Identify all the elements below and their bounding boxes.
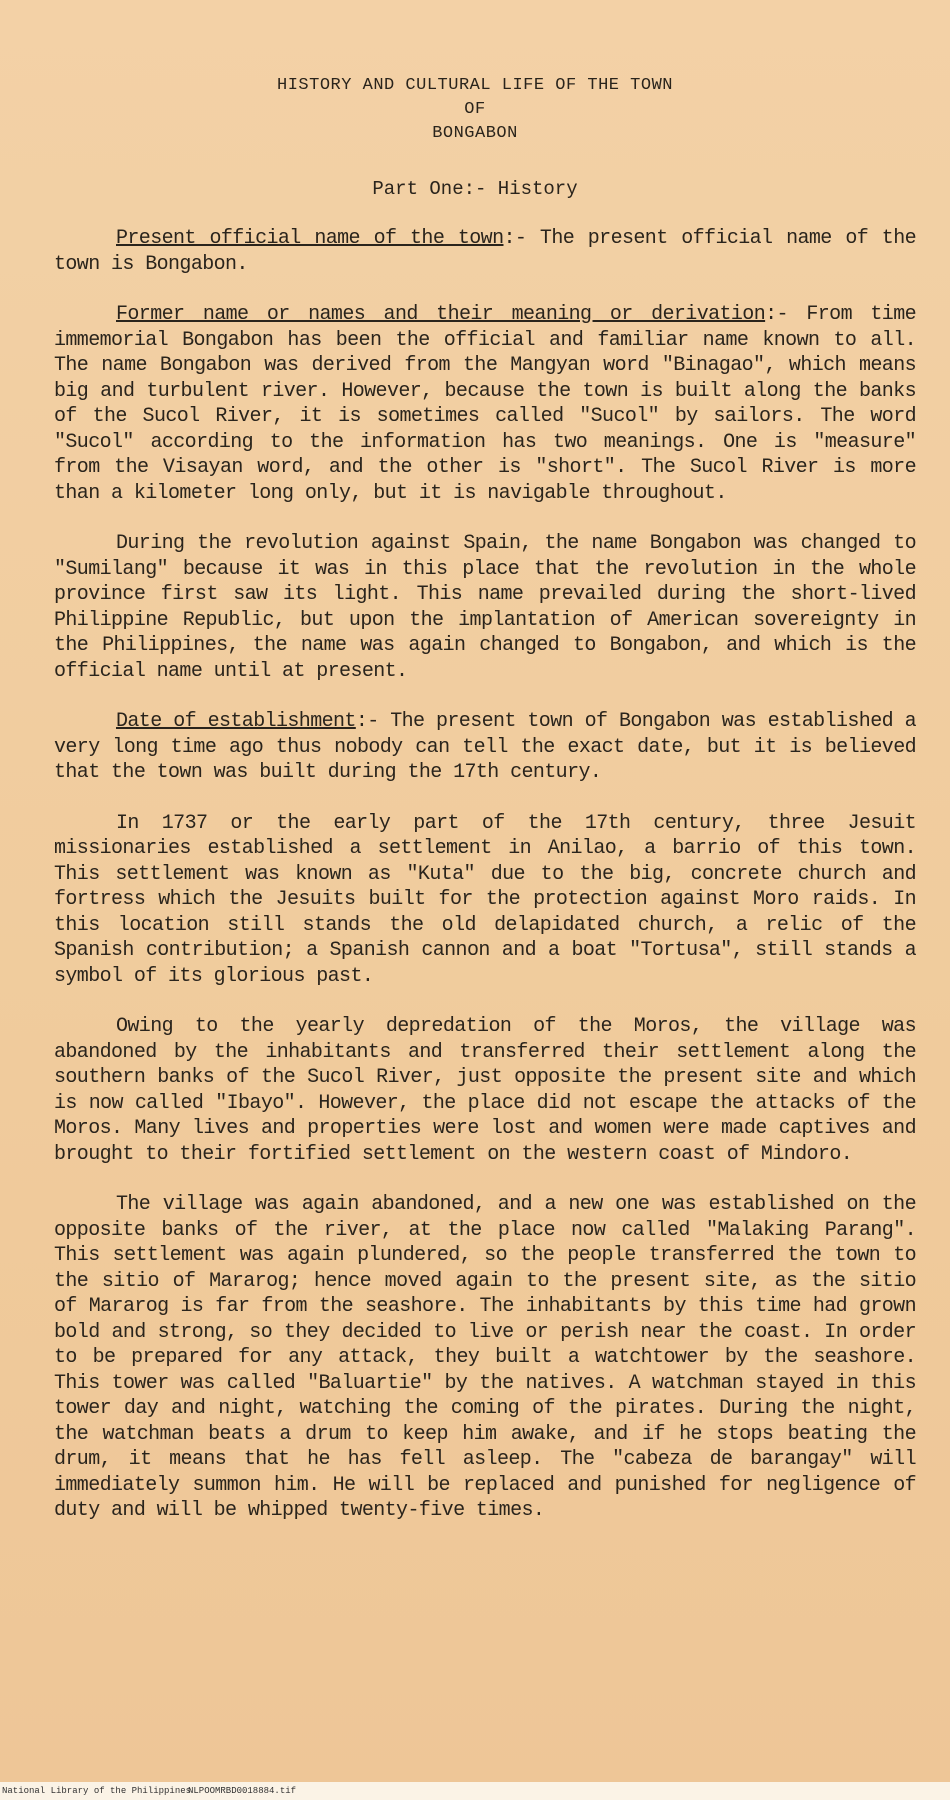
paragraph-text: :- From time immemorial Bongabon has been the official and familiar name known to all. The name Bongabon was derived from the Mangyan word "Binagao", which means big and turbulent river. However, because the town is built along the banks of the Sucol River, it is sometimes called "Sucol" by sailors. The word "Sucol" according to the information has two meanings. One is "measure" from the Visayan word, and the other is "short". The Sucol River is more than a kilometer long only, but it is navigable throughout.	[54, 303, 917, 505]
part-heading: Part One:- History	[372, 178, 578, 200]
paragraph-heading: Former name or names and their meaning or derivation	[116, 303, 766, 326]
title-line-1: HISTORY AND CULTURAL LIFE OF THE TOWN	[277, 76, 673, 95]
paragraph-text: During the revolution against Spain, the name Bongabon was changed to "Sumilang" because it was in this place that the revolution in the whole province first saw its light. This name prevailed during the short-lived Philippine Republic, but upon the implantation of American sovereignty in the Philippines, the name was again changed to Bongabon, and which is the official name until at present.	[54, 532, 916, 683]
scan-footer	[0, 1782, 950, 1800]
title-line-3: BONGABON	[432, 124, 518, 143]
paragraph-official-name	[54, 226, 916, 277]
paragraph-text: The village was again abandoned, and a new one was established on the opposite banks of the river, at the place now called "Malaking Parang". This settlement was again plundered, so the people transferred the town to the sitio of Mararog; hence moved again to the present site, as the sitio of Mararog is far from the seashore. The inhabitants by this time had grown bold and strong, so they decided to live or perish near the coast. In order to be prepared for any attack, they built a watchtower by the seashore. This tower was called "Baluartie" by the natives. A watchman stayed in this tower day and night, watching the coming of the pirates. During the night, the watchman beats a drum to keep him awake, and if he stops beating the drum, it means that he has fell asleep. The "cabeza de barangay" will immediately summon him. He will be replaced and punished for negligence of duty and will be whipped twenty-five times.	[54, 1193, 916, 1522]
footer-file-name: NLPOOMRBD0018884.tif	[188, 1786, 297, 1796]
document-body	[54, 226, 916, 1549]
paragraph-text: In 1737 or the early part of the 17th century, three Jesuit missionaries established a settlement in Anilao, a barrio of this town. This settlement was known as "Kuta" due to the big, concrete church and fortress which the Jesuits built for the protection against Moro raids. In this location still stands the old delapidated church, a relic of the Spanish contribution; a Spanish cannon and a boat "Tortusa", still stands a symbol of its glorious past.	[54, 811, 916, 988]
title-line-2: OF	[464, 100, 486, 119]
paragraph-revolution	[54, 531, 916, 684]
paragraph-former-names	[54, 302, 916, 506]
paragraph-text: :- The present town of Bongabon was established a very long time ago thus nobody can tell the exact date, but it is believed that the town was built during the 17th century.	[54, 710, 916, 784]
paragraph-establishment	[54, 709, 916, 786]
paragraph-watchtower	[54, 1192, 916, 1524]
paragraph-jesuits	[54, 811, 916, 990]
paragraph-text: :- The present official name of the town is Bongabon.	[54, 227, 917, 276]
footer-library-name: National Library of the Philippines	[2, 1786, 192, 1796]
paragraph-text: Owing to the yearly depredation of the Moros, the village was abandoned by the inhabitants and transferred their settlement along the southern banks of the Sucol River, just opposite the present site and which is now called "Ibayo". However, the place did not escape the attacks of the Moros. Many lives and properties were lost and women were made captives and brought to their fortified settlement on the western coast of Mindoro.	[54, 1015, 916, 1166]
paragraph-heading: Date of establishment	[116, 710, 356, 733]
paragraph-heading: Present official name of the town	[116, 227, 504, 250]
document-title	[0, 74, 950, 146]
paragraph-moros	[54, 1014, 916, 1167]
